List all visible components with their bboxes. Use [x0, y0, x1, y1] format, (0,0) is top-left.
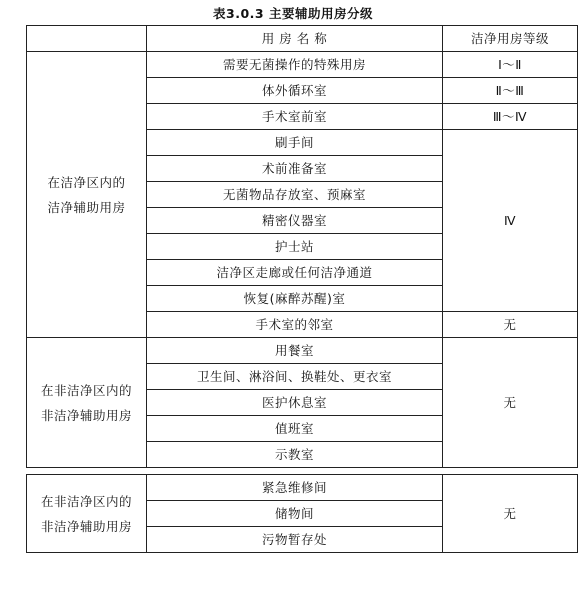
- category-cell: [27, 475, 147, 553]
- room-name: 紧急维修间: [147, 475, 443, 501]
- category-label-line1: 在洁净区内的: [47, 174, 126, 190]
- room-name: 示教室: [147, 442, 443, 468]
- category-cell: [27, 338, 147, 468]
- gap-cell: [147, 468, 443, 475]
- category-cell: [27, 52, 147, 338]
- table-row: [27, 52, 578, 78]
- grade-cell: Ⅳ: [443, 130, 578, 312]
- room-name: 储物间: [147, 501, 443, 527]
- header-room-name: 用 房 名 称: [147, 26, 443, 52]
- room-name: 卫生间、淋浴间、换鞋处、更衣室: [147, 364, 443, 390]
- gap-cell: [27, 468, 147, 475]
- room-name: 需要无菌操作的特殊用房: [147, 52, 443, 78]
- category-label-line2: 非洁净辅助用房: [40, 407, 132, 423]
- header-grade: 洁净用房等级: [443, 26, 578, 52]
- category-label-line2: 洁净辅助用房: [47, 199, 126, 215]
- table-gap: [27, 468, 578, 475]
- category-label-line1: 在非洁净区内的: [40, 382, 132, 398]
- grade-cell: 无: [443, 475, 578, 553]
- room-name: 洁净区走廊或任何洁净通道: [147, 260, 443, 286]
- room-name: 护士站: [147, 234, 443, 260]
- category-label-line1: 在非洁净区内的: [40, 493, 132, 509]
- table-title: 表3.0.3 主要辅助用房分级: [213, 6, 373, 21]
- room-name: 无菌物品存放室、预麻室: [147, 182, 443, 208]
- room-name: 手术室的邻室: [147, 312, 443, 338]
- category-label-line2: 非洁净辅助用房: [40, 518, 132, 534]
- room-name: 精密仪器室: [147, 208, 443, 234]
- room-name: 污物暂存处: [147, 527, 443, 553]
- room-name: 医护休息室: [147, 390, 443, 416]
- room-name: 用餐室: [147, 338, 443, 364]
- room-name: 术前准备室: [147, 156, 443, 182]
- grade-cell: Ⅱ～Ⅲ: [443, 78, 578, 104]
- table-row: [27, 475, 578, 501]
- header-category: [27, 26, 147, 52]
- room-name: 恢复(麻醉苏醒)室: [147, 286, 443, 312]
- grade-cell: Ⅲ～Ⅳ: [443, 104, 578, 130]
- grade-cell: Ⅰ～Ⅱ: [443, 52, 578, 78]
- room-name: 体外循环室: [147, 78, 443, 104]
- header-row: [27, 26, 578, 52]
- table-row: [27, 338, 578, 364]
- room-classification-table: [26, 25, 578, 553]
- room-name: 手术室前室: [147, 104, 443, 130]
- gap-cell: [443, 468, 578, 475]
- grade-cell: 无: [443, 312, 578, 338]
- room-name: 值班室: [147, 416, 443, 442]
- room-name: 刷手间: [147, 130, 443, 156]
- grade-cell: 无: [443, 338, 578, 468]
